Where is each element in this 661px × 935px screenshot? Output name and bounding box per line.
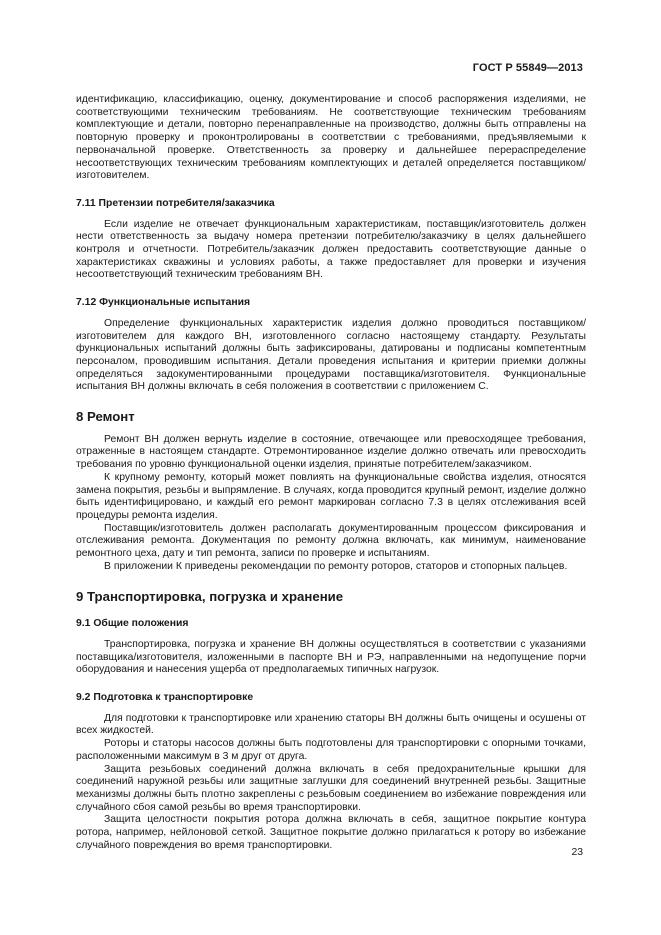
section-7-12-text: Определение функциональных характеристик изделия должно проводиться поставщиком/изготовителем для каждого ВН, изготовленного согласно настоящему стандарту. Результаты функциональных испытаний должны быть зафиксированы, датированы и подписаны компетентным персоналом, проводившим испытания. Детали проведения испытания и критерии приемки должны определяться задокументированными процедурами поставщика/изготовителя. Функциональные испытания ВН должны включать в себя положения в соответствии с приложением С. [76,317,586,393]
section-8-paragraph: К крупному ремонту, который может повлиять на функциональные свойства изделия, относятся замена покрытия, резьбы и выпрямление. В случаях, когда проводится крупный ремонт, изделие должно быть идентифицировано, и каждый его ремонт маркирован согласно 7.3 в целях отслеживания всей процедуры ремонта изделия. [76,471,586,521]
page-number: 23 [571,847,583,858]
section-8-heading: 8 Ремонт [76,409,135,425]
section-9-heading: 9 Транспортировка, погрузка и хранение [76,588,344,604]
section-7-11-heading: 7.11 Претензии потребителя/заказчика [76,197,275,209]
section-7-11-text: Если изделие не отвечает функциональным характеристикам, поставщик/изготовитель должен нести ответственность за выдачу номера претензии потребителю/заказчику в целях дальнейшего контроля и отчетности. Потребитель/заказчик должен предоставить соответствующие данные о характеристиках скважины и условиях работы, а также предоставляет для проверки и изучения несоответствующий техническим требованиям ВН. [76,218,586,281]
page-content [76,94,586,852]
section-8-paragraph: В приложении К приведены рекомендации по ремонту роторов, статоров и стопорных пальцев. [104,560,568,572]
section-9-2-paragraph: Защита резьбовых соединений должна включать в себя предохранительные крышки для соединений наружной резьбы или защитные заглушки для соединений внутренней резьбы. Защитные механизмы должны быть плотно закреплены с резьбовым соединением во избежание повреждения или случайного сбоя самой резьбы во время транспортировки. [76,763,586,813]
section-7-12-heading: 7.12 Функциональные испытания [76,297,251,309]
section-9-2-paragraph: Защита целостности покрытия ротора должна включать в себя, защитное покрытие контура ротора, например, нейлоновой сеткой. Защитное покрытие должно прилагаться к ротору во избежание случайного повреждения во время транспортировки. [76,814,586,851]
section-9-2-heading: 9.2 Подготовка к транспортировке [76,692,254,704]
section-9-2-paragraph: Роторы и статоры насосов должны быть подготовлены для транспортировки с опорными точками, расположенными максимум в 3 м друг от друга. [76,738,586,762]
intro-paragraph: идентификацию, классификацию, оценку, документирование и способ распоряжения изделиями, не соответствующими техническим требованиям. Не соответствующие техническим требованиям комплектующие и детали, повторно перенаправленные на производство, должны быть отправлены на повторную проверку и проконтролированы в соответствии с требованиями, предъявляемыми к первоначальной проверке. Ответственность за проверку и дальнейшее перераспределение несоответствующих техническим требованиям комплектующих и деталей определяется поставщиком/изготовителем. [76,94,586,182]
section-9-1-text: Транспортировка, погрузка и хранение ВН должны осуществляться в соответствии с указаниями поставщика/изготовителя, изложенными в паспорте ВН и РЭ, направленными на недопущение порчи оборудования и нанесения ущерба от предполагаемых типичных нагрузок. [76,638,586,676]
section-8-paragraph: Поставщик/изготовитель должен располагать документированным процессом фиксирования и отслеживания ремонта. Документация по ремонту должна включать, как минимум, наименование ремонтного цеха, дату и тип ремонта, записи по проверке и испытаниям. [76,522,586,560]
section-9-1-heading: 9.1 Общие положения [76,618,189,630]
section-9-2-paragraph: Для подготовки к транспортировке или хранению статоры ВН должны быть очищены и осушены от всех жидкостей. [76,712,586,737]
standard-designation: ГОСТ Р 55849—2013 [472,62,583,74]
section-8-paragraph: Ремонт ВН должен вернуть изделие в состояние, отвечающее или превосходящее требования, отраженные в настоящем стандарте. Отремонтированное изделие должно отвечать или превосходить требования по уровню функциональной оценки изделия, принятые потребителем/заказчиком. [76,433,586,471]
